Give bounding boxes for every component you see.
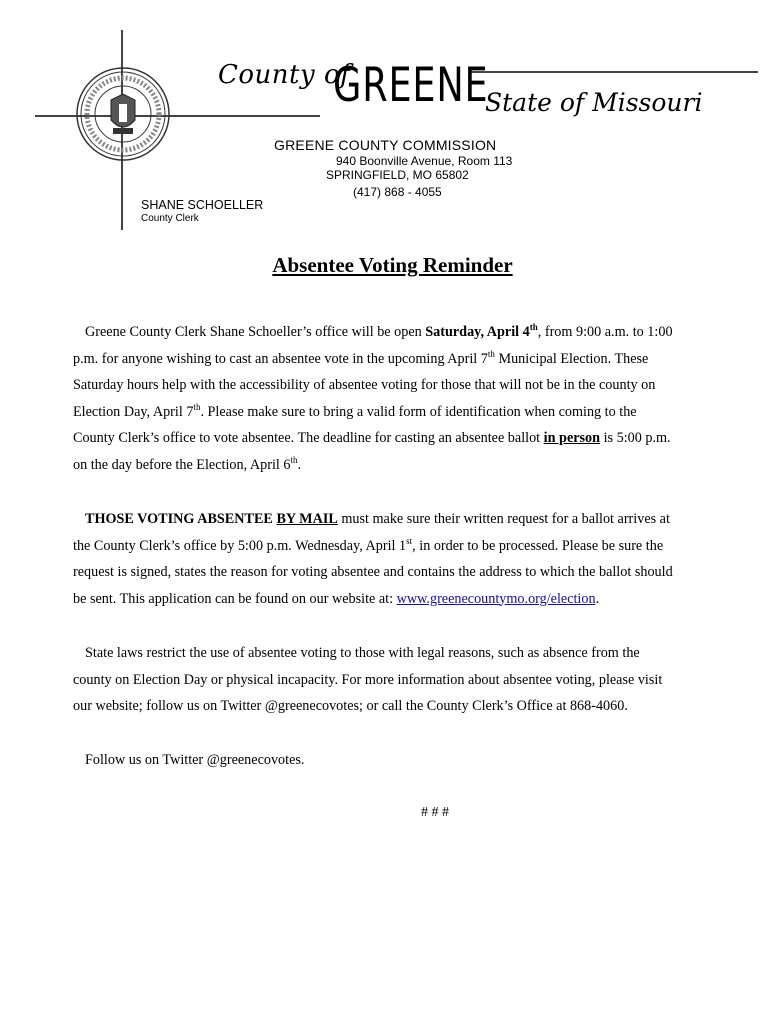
paragraph-2-line: [73, 506, 723, 533]
letterhead-county-of: County of: [218, 60, 351, 90]
text-run: , from 9:00 a.m. to 1:00: [537, 324, 673, 340]
text-run-bold: Saturday, April 4: [425, 324, 530, 340]
election-website-link[interactable]: www.greenecountymo.org/election: [396, 590, 596, 607]
paragraph-2-line: request is signed, states the reason for voting absentee and contains the address to which the ballot should: [73, 564, 673, 580]
letterhead-county-name: GREENE: [333, 58, 489, 113]
text-run: .: [297, 456, 302, 473]
paragraph-1-line: [73, 319, 723, 346]
paragraph-3-line: our website; follow us on Twitter @greenecovotes; or call the County Clerk’s Office at 868-4060.: [73, 698, 628, 714]
superscript: th: [193, 401, 201, 412]
text-run: the County Clerk’s office by 5:00 p.m. Wednesday, April 1: [73, 537, 407, 554]
phone-number: (417) 868 - 4055: [353, 185, 442, 199]
paragraph-3: [73, 640, 723, 720]
superscript: th: [487, 348, 495, 359]
text-run: must make sure their written request for a ballot arrives at: [337, 511, 670, 527]
letterhead-horizontal-rule-right: [470, 71, 758, 73]
text-run: Municipal Election. These: [494, 350, 649, 367]
document-title: Absentee Voting Reminder: [272, 253, 513, 277]
paragraph-4-line: Follow us on Twitter @greenecovotes.: [85, 752, 305, 768]
paragraph-1: [73, 319, 723, 478]
text-run: . Please make sure to bring a valid form of identification when coming to the: [200, 403, 637, 420]
text-run: .: [595, 590, 600, 607]
paragraph-1-line: [73, 452, 723, 479]
superscript: th: [529, 322, 538, 332]
paragraph-3-line: State laws restrict the use of absentee voting to those with legal reasons, such as absence from the: [85, 645, 640, 661]
address-line-2: SPRINGFIELD, MO 65802: [326, 168, 469, 182]
superscript: th: [290, 454, 298, 465]
end-mark: # # #: [421, 805, 449, 820]
text-run: Greene County Clerk Shane Schoeller’s office will be open: [85, 324, 426, 340]
text-run-bold-underlined: in person: [543, 430, 601, 446]
text-run-bold-underlined: BY MAIL: [276, 511, 338, 527]
text-run: p.m. for anyone wishing to cast an absentee vote in the upcoming April 7: [73, 350, 488, 367]
paragraph-1-line: [73, 399, 723, 426]
paragraph-2: [73, 506, 723, 612]
paragraph-1-line: [73, 425, 723, 452]
text-run: County Clerk’s office to vote absentee. The deadline for casting an absentee ballot: [73, 430, 544, 446]
letterhead-state-of: State of Missouri: [485, 88, 703, 117]
clerk-title: County Clerk: [141, 213, 199, 224]
paragraph-2-line: [73, 586, 723, 613]
county-seal-icon: [75, 66, 171, 162]
text-run: on the day before the Election, April 6: [73, 456, 291, 473]
text-run-bold: THOSE VOTING ABSENTEE: [85, 511, 277, 527]
paragraph-3-line: county on Election Day or physical incapacity. For more information about absentee voting, please visit: [73, 671, 663, 688]
text-run: is 5:00 p.m.: [600, 430, 671, 446]
paragraph-1-line: Saturday hours help with the accessibility of absentee voting for those that will not be in the county on: [73, 377, 656, 393]
commission-name: GREENE COUNTY COMMISSION: [274, 137, 497, 153]
paragraph-1-line: [73, 346, 723, 373]
clerk-name: SHANE SCHOELLER: [141, 198, 264, 212]
text-run: , in order to be processed. Please be sure the: [412, 537, 664, 554]
text-run: be sent. This application can be found on our website at:: [73, 590, 397, 607]
address-line-1: 940 Boonville Avenue, Room 113: [336, 154, 513, 168]
text-run: Election Day, April 7: [73, 403, 194, 420]
superscript: st: [406, 535, 413, 546]
paragraph-4: [73, 747, 723, 774]
paragraph-2-line: [73, 533, 723, 560]
